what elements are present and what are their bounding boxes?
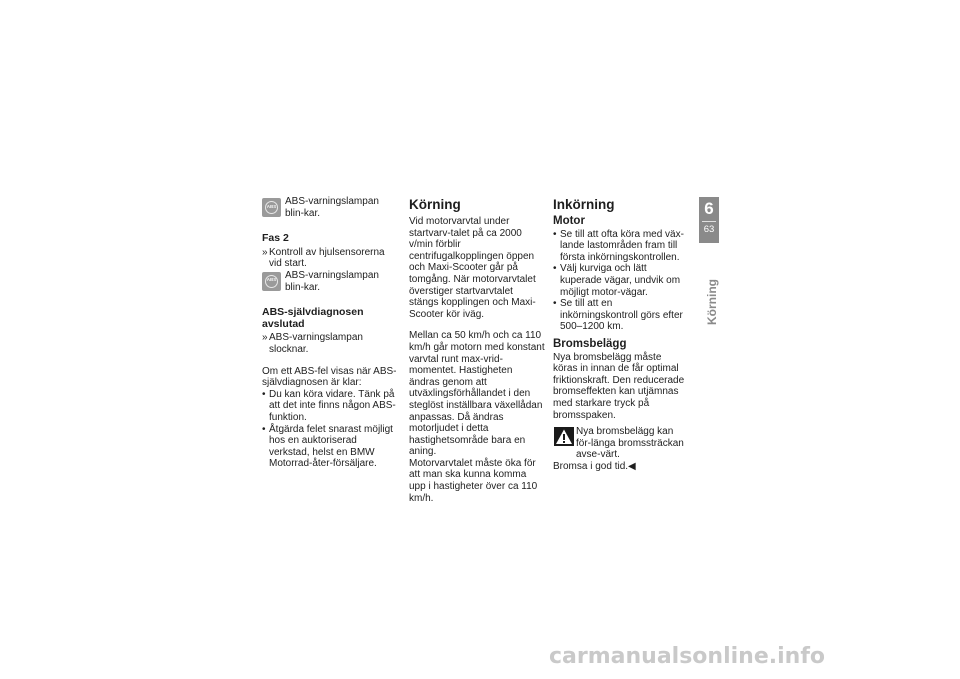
driving-para-1: Vid motorvarvtal under startvarv-talet på ca 2000 v/min förblir centrifugalkopplingen öppen och Maxi-Scooter går på tomgång. När motorvarvtalet överstiger startvarvtalet stängs kopplingen och Maxi-Scooter kör iväg. — [409, 216, 536, 320]
abs-blink-text-2: ABS-varningslampan blin-kar. — [285, 269, 379, 293]
list-item: • Åtgärda felet snarast möjligt hos en auktoriserad verkstad, helst en BMW Motorrad-åter-försäljare. — [262, 423, 393, 470]
driving-para-3: Motorvarvtalet måste öka för att man ska kunna komma upp i hastigheter över ca 110 km/h. — [409, 457, 538, 504]
selfdiag-steps — [262, 332, 399, 355]
list-item: • Se till att ofta köra med väx-lande lastområden fram till första inkörningskontrollen. — [553, 228, 684, 263]
brake-warning — [553, 426, 687, 461]
driving-heading: Körning — [409, 197, 461, 212]
tab-divider — [702, 221, 716, 222]
list-item: • Se till att en inkörningskontroll görs efter 500–1200 km. — [553, 298, 683, 333]
abs-warning-lamp-icon: ABS — [262, 272, 281, 291]
fas2-heading: Fas 2 — [262, 232, 289, 245]
brake-pads-para: Nya bromsbelägg måste köras in innan de får optimal friktionskraft. Den reducerade bromseffekten kan utjämnas med starkare tryck på bromsspaken. — [553, 351, 685, 421]
warning-triangle-icon — [554, 427, 574, 446]
fault-bullets — [262, 389, 399, 470]
list-item: » Kontroll av hjulsensorerna vid start. — [262, 246, 385, 270]
column-driving — [409, 197, 545, 504]
page-number: 63 — [703, 224, 715, 235]
selfdiag-heading: ABS-självdiagnosen avslutad — [262, 306, 364, 330]
column-abs-selfdiagnosis — [262, 196, 399, 470]
list-item: • Välj kurviga och lätt kuperade vägar, undvik om möjligt motor-vägar. — [553, 263, 681, 298]
running-in-heading: Inkörning — [553, 197, 615, 212]
abs-blink-note-1 — [262, 196, 399, 219]
list-item: • Du kan köra vidare. Tänk på att det inte finns någon ABS-funktion. — [262, 388, 396, 423]
motor-heading: Motor — [553, 215, 585, 227]
abs-blink-note-2 — [262, 270, 399, 293]
brake-warning-text: Nya bromsbelägg kan för-länga bromssträckan avse-värt. — [576, 426, 684, 461]
chapter-number: 6 — [704, 199, 714, 218]
brake-pads-heading: Bromsbelägg — [553, 337, 627, 350]
brake-end-text: Bromsa i god tid.◀ — [553, 460, 636, 472]
column-running-in — [553, 197, 687, 472]
fas2-steps — [262, 247, 399, 270]
chapter-tab — [699, 197, 719, 243]
section-side-label: Körning — [705, 279, 719, 325]
motor-bullets — [553, 229, 687, 333]
list-item: » ABS-varningslampan slocknar. — [262, 332, 363, 355]
abs-blink-text-1: ABS-varningslampan blin-kar. — [285, 196, 379, 219]
abs-warning-lamp-icon: ABS — [262, 198, 281, 217]
fault-intro: Om ett ABS-fel visas när ABS-självdiagnosen är klar: — [262, 365, 397, 389]
watermark: carmanualsonline.info — [549, 644, 825, 669]
driving-para-2: Mellan ca 50 km/h och ca 110 km/h går motorn med konstant varvtal runt max-vrid-momentet. Hastigheten ändras genom att utväxlingsförhållandet i den steglöst inställbara växellådan anpassas. Då ändras motorljudet i detta hastighetsområde bara en aning. — [409, 330, 545, 458]
